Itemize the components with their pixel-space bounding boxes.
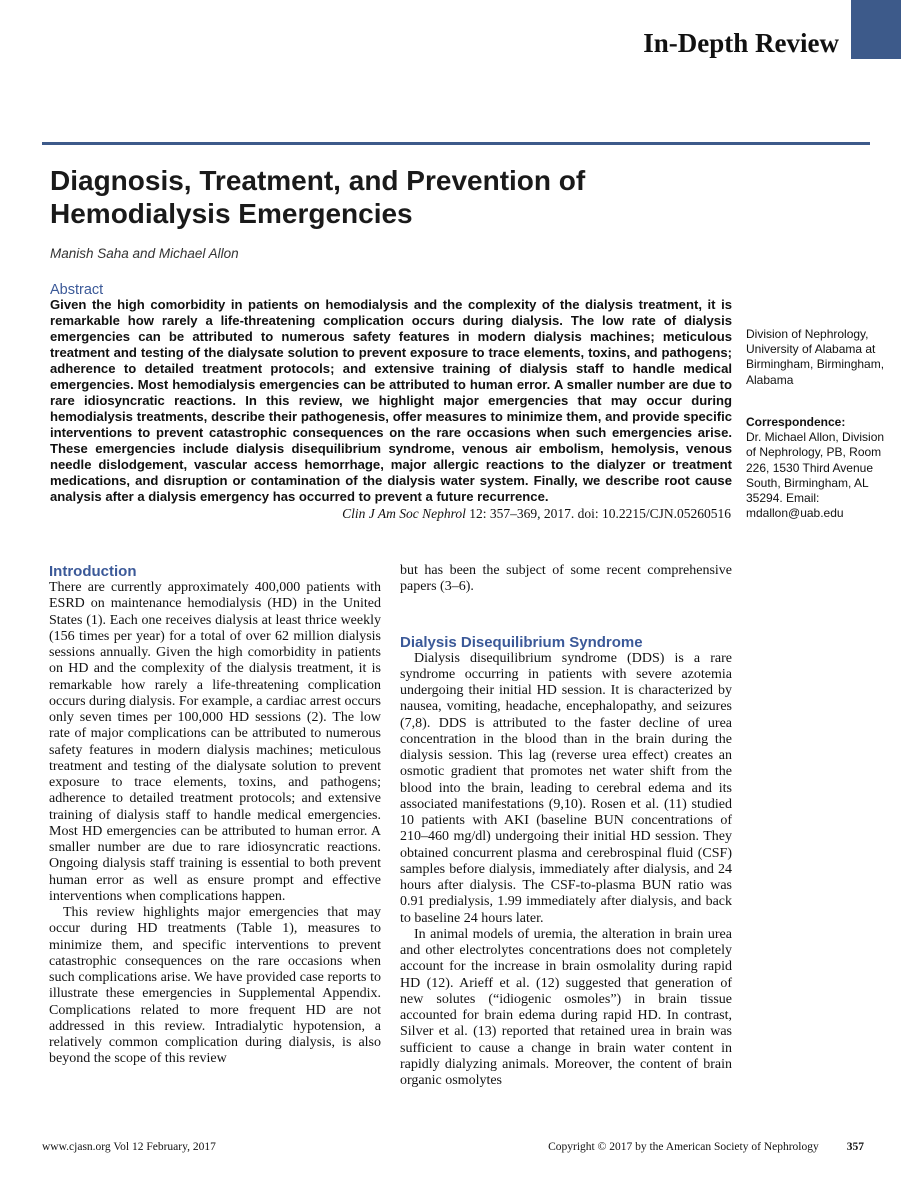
intro-paragraph-1: There are currently approximately 400,000 patients with ESRD on maintenance hemodialysis (HD) in the United States (1). Each one receives dialysis at least thrice weekly (156 times per year) for a total of over 62 million dialysis sessions annually. Given the high comorbidity in patients on HD and the complexity of the dialysis treatment, it is remarkable how rarely a life-threatening complication occurs during dialysis. For example, a cardiac arrest occurs only seven times per 100,000 HD sessions (2). The low rate of major complications can be attributed to numerous safety features in modern dialysis machines; meticulous treatment and testing of the dialysate solution to prevent exposure to trace elements, toxins, and pathogens; adherence to detailed treatment protocols; and extensive training of dialysis staff to handle medical emergencies. Most HD emergencies can be attributed to human error. A smaller number are due to rare idiosyncratic reactions. Ongoing dialysis staff training is essential to both prevent human error as well as ensure prompt and effective interventions when complications happen. <box>49 580 381 904</box>
correspondence-text: Dr. Michael Allon, Division of Nephrology, PB, Room 226, 1530 Third Avenue South, Birmingham, AL 35294. Email: mdallon@uab.edu <box>746 430 885 521</box>
dds-paragraph-1: Dialysis disequilibrium syndrome (DDS) is a rare syndrome occurring in patients with severe azotemia undergoing their initial HD session. It is characterized by nausea, vomiting, headache, encephalopathy, and seizures (7,8). DDS is attributed to the faster decline of urea concentration in the blood than in the brain during the dialysis session. This lag (reverse urea effect) creates an osmotic gradient that promotes net water shift from the blood into the brain, leading to cerebral edema and its associated manifestations (9,10). Rosen et al. (11) studied 10 patients with AKI (baseline BUN concentrations of 210–460 mg/dl) undergoing their initial HD session. They obtained concurrent plasma and cerebrospinal fluid (CSF) samples before dialysis, immediately after dialysis, and 24 hours after dialysis. The CSF-to-plasma BUN ratio was 0.91 predialysis, 1.99 immediately after dialysis, and back to baseline 24 hours later. <box>400 650 732 926</box>
intro-paragraph-2: This review highlights major emergencies that may occur during HD treatments (Table 1), measures to minimize them, and specific interventions to prevent catastrophic consequences on the rare occasions when such complications arise. We have provided case reports to illustrate these emergencies in Supplemental Appendix. Complications related to more frequent HD are not addressed in this review. Intradialytic hypotension, a relatively common complication during dialysis, is also beyond the scope of this review <box>49 905 381 1067</box>
introduction-heading: Introduction <box>49 563 137 580</box>
dds-paragraph-2: In animal models of uremia, the alteration in brain urea and other electrolytes concentrations does not completely account for the increase in brain osmolality during rapid HD (12). Arieff et al. (12) suggested that generation of new solutes (“idiogenic osmoles”) in brain tissue accounted for brain edema during rapid HD. In contrast, Silver et al. (13) reported that retained urea in brain was sufficient to cause a change in brain water content in rapidly dialyzing animals. Moreover, the content of brain organic osmolytes <box>400 926 732 1088</box>
page-number: 357 <box>846 1141 864 1153</box>
body-column-right <box>400 563 732 1089</box>
abstract-heading: Abstract <box>50 282 104 298</box>
affiliation: Division of Nephrology, University of Alabama at Birmingham, Birmingham, Alabama <box>746 327 885 387</box>
citation <box>342 506 731 522</box>
article-title: Diagnosis, Treatment, and Prevention of Hemodialysis Emergencies <box>50 165 586 229</box>
citation-journal: Clin J Am Soc Nephrol <box>342 506 466 521</box>
abstract-text: Given the high comorbidity in patients on hemodialysis and the complexity of the dialysis treatment, it is remarkable how rarely a life-threatening complication occurs during dialysis. The low rate of dialysis emergencies can be attributed to numerous safety features in modern dialysis machines; meticulous treatment and testing of the dialysate solution to prevent exposure to trace elements, toxins, and pathogens; adherence to detailed treatment protocols; and extensive training of dialysis staff to handle medical emergencies. Most hemodialysis emergencies can be attributed to human error. A smaller number are due to rare idiosyncratic reactions. In this review, we highlight major emergencies that may occur during hemodialysis treatments, describe their pathogenesis, offer measures to minimize them, and provide specific interventions to prevent catastrophic consequences on the rare occasions when such emergencies arise. These emergencies include dialysis disequilibrium syndrome, venous air embolism, hemolysis, venous needle dislodgement, vascular access hemorrhage, major allergic reactions to the dialyzer or treatment medications, and disruption or contamination of the dialysis water system. Finally, we describe root cause analysis after a dialysis emergency has occurred to prevent a future recurrence. <box>50 297 732 504</box>
author-list: Manish Saha and Michael Allon <box>50 246 239 261</box>
dds-heading: Dialysis Disequilibrium Syndrome <box>400 633 643 651</box>
body-column-left <box>49 563 381 1068</box>
footer-copyright: Copyright © 2017 by the American Society of Nephrology <box>548 1141 819 1153</box>
correspondence-label: Correspondence: <box>746 415 846 429</box>
footer-journal-info: www.cjasn.org Vol 12 February, 2017 <box>42 1141 216 1153</box>
correspondence-block <box>746 415 896 521</box>
citation-details: 12: 357–369, 2017. doi: 10.2215/CJN.05260516 <box>469 506 731 521</box>
footer-right <box>548 1141 864 1153</box>
section-label: In-Depth Review <box>643 28 839 58</box>
header-rule <box>42 142 870 145</box>
intro-continuation: but has been the subject of some recent comprehensive papers (3–6). <box>400 563 732 595</box>
corner-color-block <box>851 0 901 59</box>
